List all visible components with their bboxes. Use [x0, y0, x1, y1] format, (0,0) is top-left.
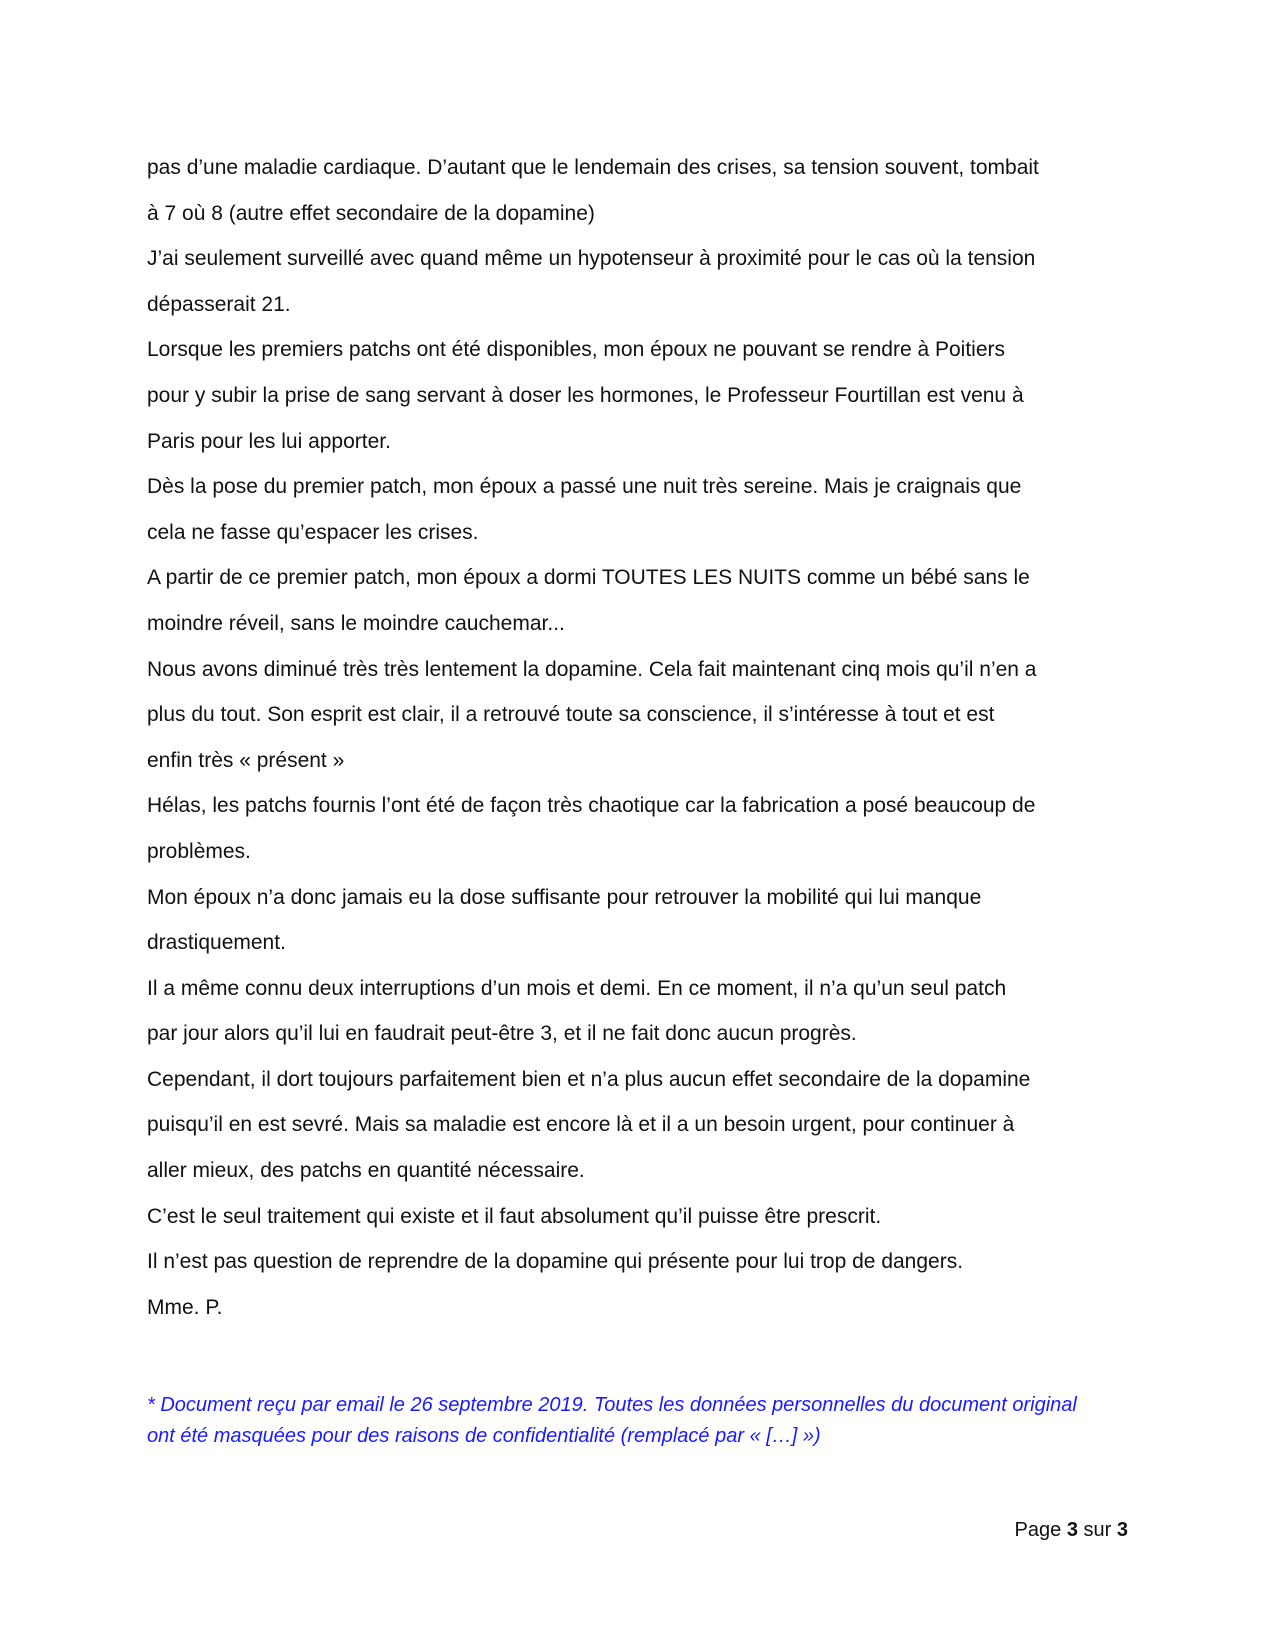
- text-line: Lorsque les premiers patchs ont été disponibles, mon époux ne pouvant se rendre à Poitiers: [147, 338, 1006, 362]
- footnote-line: * Document reçu par email le 26 septembre 2019. Toutes les données personnelles du document original: [147, 1394, 1077, 1416]
- page-separator: sur: [1083, 1519, 1112, 1541]
- current-page-number: 3: [1066, 1519, 1078, 1541]
- text-line: C’est le seul traitement qui existe et il faut absolument qu’il puisse être prescrit.: [147, 1204, 882, 1228]
- text-line: enfin très « présent »: [147, 748, 345, 772]
- text-line: puisqu’il en est sevré. Mais sa maladie est encore là et il a un besoin urgent, pour continuer à: [147, 1113, 1015, 1137]
- text-line: plus du tout. Son esprit est clair, il a retrouvé toute sa conscience, il s’intéresse à tout et est: [147, 703, 995, 727]
- text-line: J’ai seulement surveillé avec quand même un hypotenseur à proximité pour le cas où la tension: [147, 247, 1036, 271]
- text-line: à 7 où 8 (autre effet secondaire de la dopamine): [147, 201, 595, 225]
- text-line: par jour alors qu’il lui en faudrait peut-être 3, et il ne fait donc aucun progrès.: [147, 1022, 857, 1046]
- text-line: pas d’une maladie cardiaque. D’autant que le lendemain des crises, sa tension souvent, tombait: [147, 156, 1039, 179]
- text-line: Mon époux n’a donc jamais eu la dose suffisante pour retrouver la mobilité qui lui manque: [147, 885, 982, 909]
- letter-body: [147, 145, 1147, 1330]
- total-page-count: 3: [1116, 1519, 1128, 1541]
- text-line: Paris pour les lui apporter.: [147, 429, 391, 453]
- signature-line: Mme. P.: [147, 1295, 223, 1319]
- text-line: dépasserait 21.: [147, 292, 291, 316]
- text-line: Dès la pose du premier patch, mon époux a passé une nuit très sereine. Mais je craignais que: [147, 475, 1022, 499]
- footnote-line: ont été masquées pour des raisons de confidentialité (remplacé par « […] »): [147, 1425, 821, 1447]
- text-line: Nous avons diminué très très lentement la dopamine. Cela fait maintenant cinq mois qu’il n’en a: [147, 657, 1037, 681]
- text-line: Il n’est pas question de reprendre de la dopamine qui présente pour lui trop de dangers.: [147, 1250, 964, 1274]
- text-line: pour y subir la prise de sang servant à doser les hormones, le Professeur Fourtillan est venu à: [147, 383, 1024, 407]
- footnote: [147, 1390, 1147, 1452]
- text-line: Hélas, les patchs fournis l’ont été de façon très chaotique car la fabrication a posé beaucoup de: [147, 794, 1036, 818]
- text-line: problèmes.: [147, 839, 251, 863]
- text-line: Il a même connu deux interruptions d’un mois et demi. En ce moment, il n’a qu’un seul patch: [147, 976, 1007, 1000]
- text-line: drastiquement.: [147, 931, 286, 955]
- text-line: cela ne fasse qu’espacer les crises.: [147, 520, 479, 544]
- page-label: Page: [1014, 1519, 1062, 1541]
- text-line: A partir de ce premier patch, mon époux a dormi TOUTES LES NUITS comme un bébé sans le: [147, 566, 1030, 590]
- text-line: moindre réveil, sans le moindre cauchemar...: [147, 611, 565, 635]
- text-line: Cependant, il dort toujours parfaitement bien et n’a plus aucun effet secondaire de la dopamine: [147, 1067, 1031, 1091]
- page-number-footer: [1015, 1519, 1128, 1542]
- text-line: aller mieux, des patchs en quantité nécessaire.: [147, 1159, 585, 1183]
